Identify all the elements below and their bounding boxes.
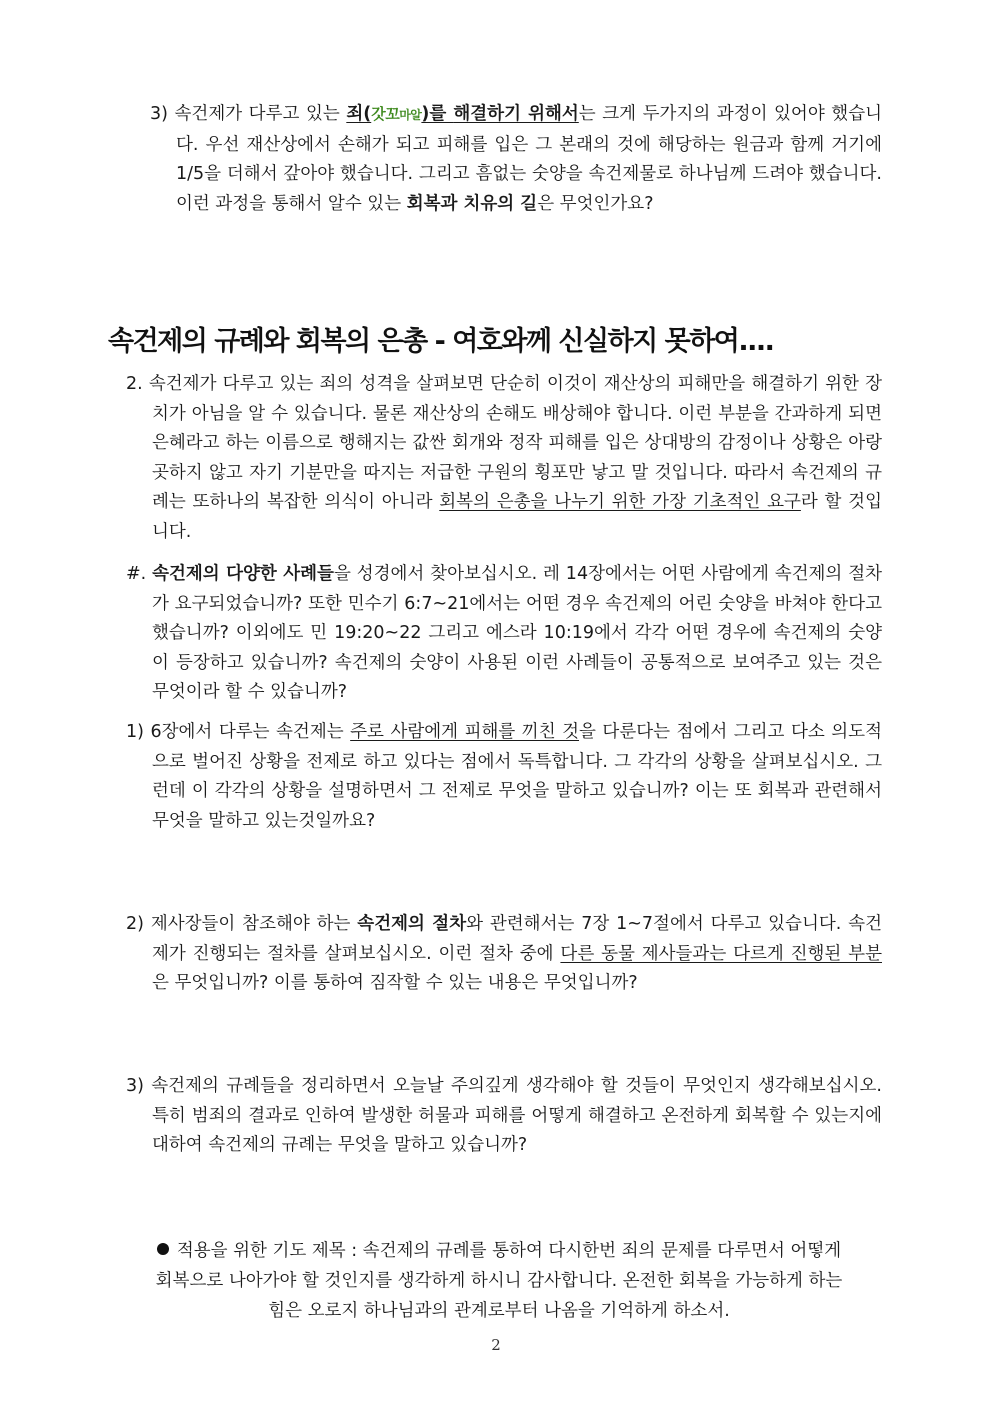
- item-number: 1): [126, 722, 151, 742]
- item-text-pre: 속건제가 다루고 있는: [174, 104, 347, 124]
- item-text-post: 을 다룬다는 점에서 그리고 다소 의도적으로 벌어진 상황을 전제로 하고 있다는 점에서 독특합니다. 그 각각의 상황을 살펴보십시오. 그런데 이 각각의 상황을 설명하면서 그 전제로 무엇을 말하고 있습니까? 이는 또 회복과 관련해서 무엇을 말하고 있는것일까요?: [152, 722, 882, 831]
- intro-question-3: [150, 100, 882, 219]
- underlined-phrase: 주로 사람에게 피해를 끼친 것: [350, 722, 580, 742]
- item-text-post: 는 크게 두가지의 과정이 있어야 했습니다. 우선 재산상에서 손해가 되고 피해를 입은 그 본래의 것에 해당하는 원금과 함께 거기에 1/5을 더해서 갚아야 했습니다. 그리고 흠없는 숫양을 속건제물로 하나님께 드려야 했습니다. 이런 과정을 통해서 알수 있는: [176, 104, 883, 214]
- question-3: [126, 1072, 882, 1161]
- logo-icon: 갓꼬마알: [371, 105, 422, 123]
- bold-phrase: 속건제의 절차: [357, 914, 467, 934]
- prayer-block: [134, 1236, 864, 1326]
- section-heading: 속건제의 규례와 회복의 은총 - 여호와께 신실하지 못하여....: [108, 326, 774, 357]
- item-number: 2.: [126, 374, 149, 394]
- hash-item: [126, 560, 882, 708]
- bold-phrase: 회복과 치유의 길: [406, 193, 538, 214]
- item-text-end: 은 무엇인가요?: [537, 193, 654, 214]
- underlined-phrase: 회복의 은총을 나누기 위한 가장 기초적인 요구: [439, 492, 801, 512]
- item-2: [126, 370, 882, 547]
- prayer-line-3: 힘은 오로지 하나님과의 관계로부터 나옴을 기억하게 하소서.: [268, 1301, 730, 1321]
- item-number: 2): [126, 914, 151, 934]
- item-number: 3): [126, 1076, 152, 1096]
- item-text: 속건제의 규례들을 정리하면서 오늘날 주의깊게 생각해야 할 것들이 무엇인지 생각해보십시오. 특히 범죄의 결과로 인하여 발생한 허물과 피해를 어떻게 해결하고 온전하게 회복할 수 있는지에 대하여 속건제의 규례는 무엇을 말하고 있습니까?: [151, 1076, 882, 1155]
- item-text-pre: 제사장들이 참조해야 하는: [150, 914, 358, 934]
- item-number: 3): [150, 104, 175, 124]
- question-1: [126, 718, 882, 836]
- prayer-line-2: 회복으로 나아가야 할 것인지를 생각하게 하시니 감사합니다. 온전한 회복을 가능하게 하는: [155, 1271, 843, 1291]
- item-text: 속건제가 다루고 있는 죄의 성격을 살펴보면 단순히 이것이 재산상의 피해만을 해결하기 위한 장치가 아님을 알 수 있습니다. 물론 재산상의 손해도 배상해야 합니다. 이런 부분을 간과하게 되면 은혜라고 하는 이름으로 행해지는 값싼 회개와 정작 피해를 입은 상대방의 감정이나 상황은 아랑곳하지 않고 자기 기분만을 따지는 저급한 구원의 횡포만 낳고 말 것입니다. 따라서 속건제의 규례는 또하나의 복잡한 의식이 아니라: [148, 374, 883, 512]
- underlined-phrase: 다른 동물 제사들과는 다르게 진행된 부분: [560, 943, 882, 964]
- page-number: 2: [491, 1336, 501, 1354]
- bold-phrase: 속건제의 다양한 사례들: [152, 564, 334, 584]
- item-text: 을 성경에서 찾아보십시오. 레 14장에서는 어떤 사람에게 속건제의 절차가 요구되었습니까? 또한 민수기 6:7~21에서는 어떤 경우 속건제의 어린 숫양을 바쳐야 한다고 했습니까? 이외에도 민 19:20~22 그리고 에스라 10:19에서 각각 어떤 경우에 속건제의 숫양이 등장하고 있습니까? 속건제의 숫양이 사용된 이런 사례들이 공통적으로 보여주고 있는 것은 무엇이라 할 수 있습니까?: [152, 564, 883, 702]
- bullet-icon: [157, 1243, 169, 1255]
- prayer-line-1: 적용을 위한 기도 제목 : 속건제의 규례를 통하여 다시한번 죄의 문제를 다루면서 어떻게: [134, 1236, 864, 1266]
- item-text-end: 라 할 것입니다.: [152, 492, 882, 542]
- item-text-pre: 6장에서 다루는 속건제는: [150, 722, 351, 742]
- item-number: #.: [126, 564, 153, 584]
- question-2: [126, 910, 882, 999]
- underlined-sin: 죄(갓꼬마알)를 해결하기 위해서: [346, 104, 578, 124]
- item-text-mid: 와 관련해서는 7장 1~7절에서 다루고 있습니다. 속건제가 진행되는 절차를 살펴보십시오. 이런 절차 중에: [152, 914, 882, 964]
- item-text-post: 은 무엇입니까? 이를 통하여 짐작할 수 있는 내용은 무엇입니까?: [152, 973, 638, 993]
